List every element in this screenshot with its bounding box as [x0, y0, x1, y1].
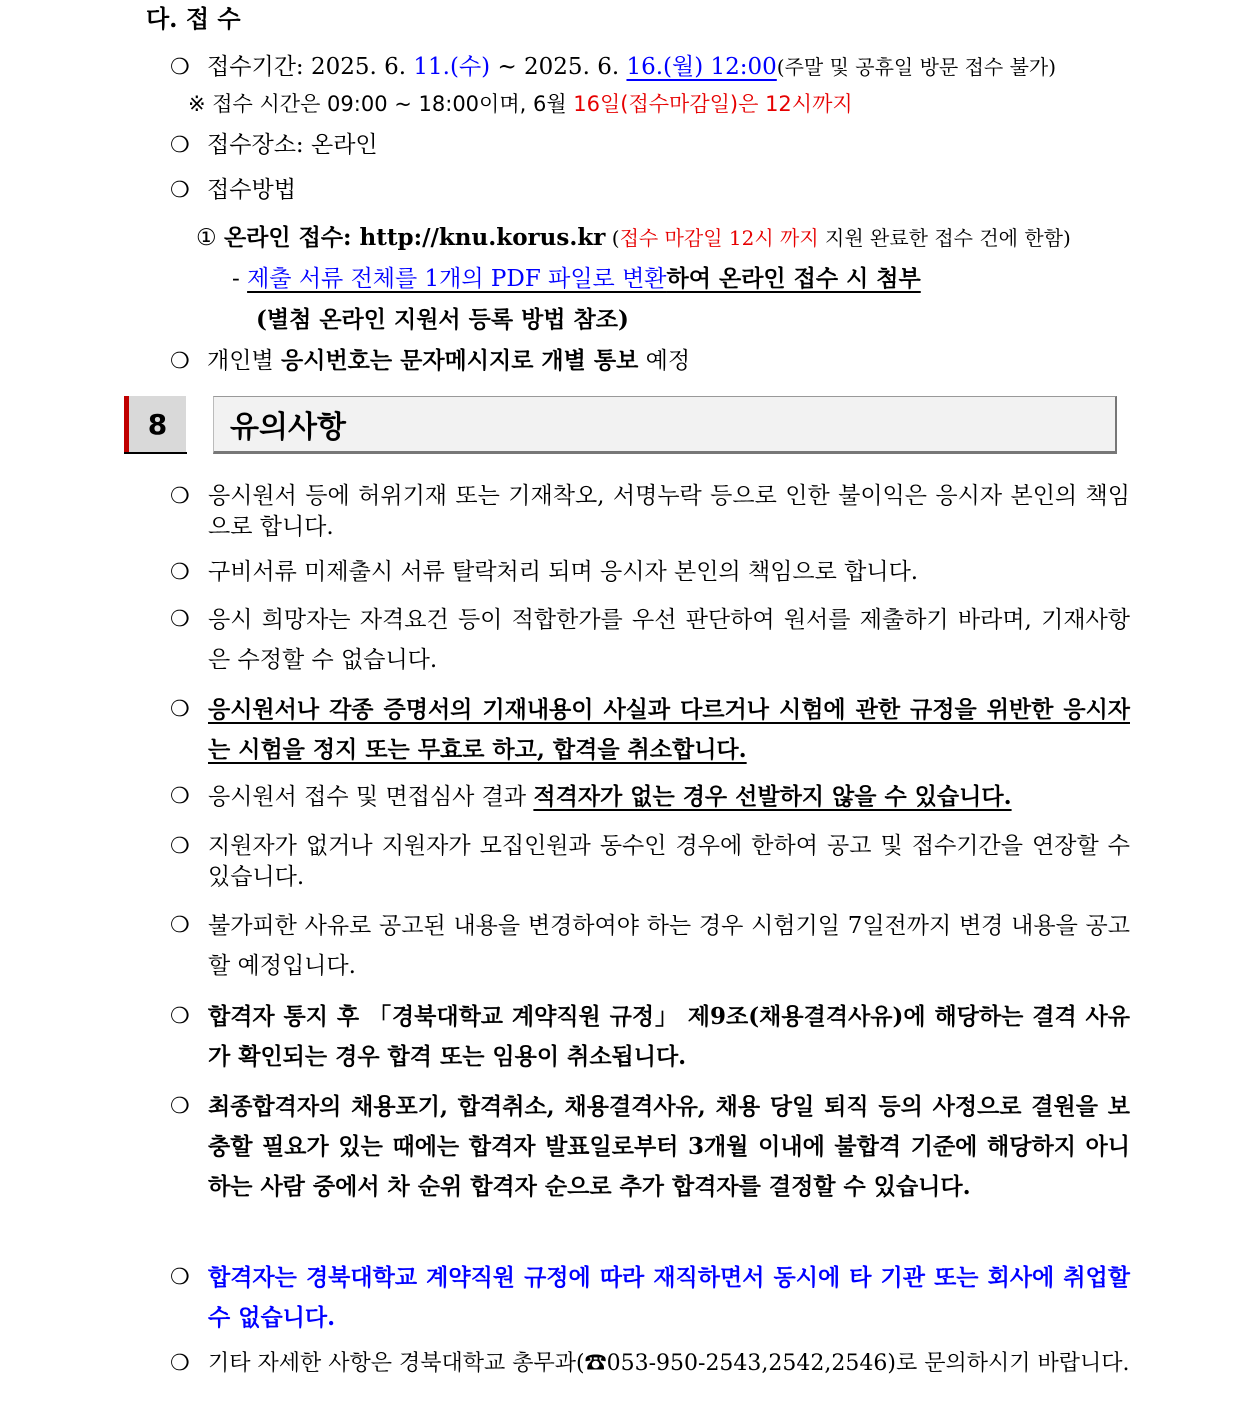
note-item: ❍ 응시 희망자는 자격요건 등이 적합한가를 우선 판단하여 원서를 제출하기 바라며, 기재사항은 수정할 수 없습니다.	[170, 600, 1130, 680]
note-item-blue: ❍ 합격자는 경북대학교 계약직원 규정에 따라 재직하면서 동시에 타 기관 또는 회사에 취업할 수 없습니다.	[170, 1258, 1130, 1338]
period-start: 11.(수)	[413, 54, 491, 80]
note-item-bold: ❍ 합격자 통지 후 「경북대학교 계약직원 규정」 제9조(채용결격사유)에 해당하는 결격 사유가 확인되는 경우 합격 또는 임용이 취소됩니다.	[170, 997, 1130, 1077]
reception-time-note: ※ 접수 시간은 09:00 ~ 18:00이며, 6월 16일(접수마감일)은 12시까지	[188, 92, 853, 116]
note-item: ❍ 구비서류 미제출시 서류 탈락처리 되며 응시자 본인의 책임으로 합니다.	[170, 557, 1130, 588]
note-item: ❍ 응시원서 등에 허위기재 또는 기재착오, 서명누락 등으로 인한 불이익은 응시자 본인의 책임으로 합니다.	[170, 483, 1130, 540]
exam-number-notice: ❍ 개인별 응시번호는 문자메시지로 개별 통보 예정	[170, 347, 691, 374]
online-url[interactable]: 온라인 접수: http://knu.korus.kr	[223, 224, 606, 251]
online-reception: ① 온라인 접수: http://knu.korus.kr (접수 마감일 12시 까지 지원 완료한 접수 건에 한함)	[196, 224, 1071, 251]
section-title: 유의사항	[213, 396, 1117, 454]
pdf-instruction: - 제출 서류 전체를 1개의 PDF 파일로 변환하여 온라인 접수 시 첨부	[232, 265, 921, 292]
bullet-icon: ❍	[170, 349, 190, 374]
bullet-icon: ❍	[170, 178, 190, 203]
bullet-icon: ❍	[170, 55, 190, 80]
bullet-icon: ❍	[170, 784, 190, 809]
bullet-icon: ❍	[170, 1094, 190, 1119]
reception-place: ❍ 접수장소: 온라인	[170, 132, 378, 158]
note-item: ❍ 지원자가 없거나 지원자가 모집인원과 동수인 경우에 한하여 공고 및 접수기간을 연장할 수 있습니다.	[170, 833, 1130, 890]
bullet-icon: ❍	[170, 1351, 190, 1376]
note-item-bold: ❍ 최종합격자의 채용포기, 합격취소, 채용결격사유, 채용 당일 퇴직 등의 사정으로 결원을 보충할 필요가 있는 때에는 합격자 발표일로부터 3개월 이내에 불합격 기준에 해당하지 아니하는 사람 중에서 차 순위 합격자 순으로 추가 합격자를 결정할 수 있습니다.	[170, 1087, 1130, 1207]
note-item-contact: ❍ 기타 자세한 사항은 경북대학교 총무과(☎053-950-2543,2542,2546)로 문의하시기 바랍니다.	[170, 1348, 1130, 1379]
bullet-icon: ❍	[170, 913, 190, 938]
period-end: 16.(월) 12:00	[626, 54, 777, 80]
note-item: ❍ 응시원서 접수 및 면접심사 결과 적격자가 없는 경우 선발하지 않을 수 있습니다.	[170, 783, 1012, 810]
subsection-heading: 다. 접 수	[146, 4, 241, 33]
bullet-icon: ❍	[170, 560, 190, 585]
section-number: 8	[124, 396, 186, 452]
section-number-underline	[124, 452, 187, 454]
note-item: ❍ 불가피한 사유로 공고된 내용을 변경하여야 하는 경우 시험기일 7일전까지 변경 내용을 공고할 예정입니다.	[170, 906, 1130, 986]
pdf-reference: (별첨 온라인 지원서 등록 방법 참조)	[256, 306, 629, 333]
bullet-icon: ❍	[170, 484, 190, 509]
reception-period: ❍ 접수기간: 2025. 6. 11.(수) ~ 2025. 6. 16.(월) 12:00(주말 및 공휴일 방문 접수 불가)	[170, 54, 1057, 80]
bullet-icon: ❍	[170, 1265, 190, 1290]
bullet-icon: ❍	[170, 133, 190, 158]
bullet-icon: ❍	[170, 1004, 190, 1029]
reception-method: ❍ 접수방법	[170, 177, 296, 203]
bullet-icon: ❍	[170, 834, 190, 859]
note-item-important: ❍ 응시원서나 각종 증명서의 기재내용이 사실과 다르거나 시험에 관한 규정을 위반한 응시자는 시험을 정지 또는 무효로 하고, 합격을 취소합니다.	[170, 690, 1130, 770]
bullet-icon: ❍	[170, 697, 190, 722]
bullet-icon: ❍	[170, 607, 190, 632]
